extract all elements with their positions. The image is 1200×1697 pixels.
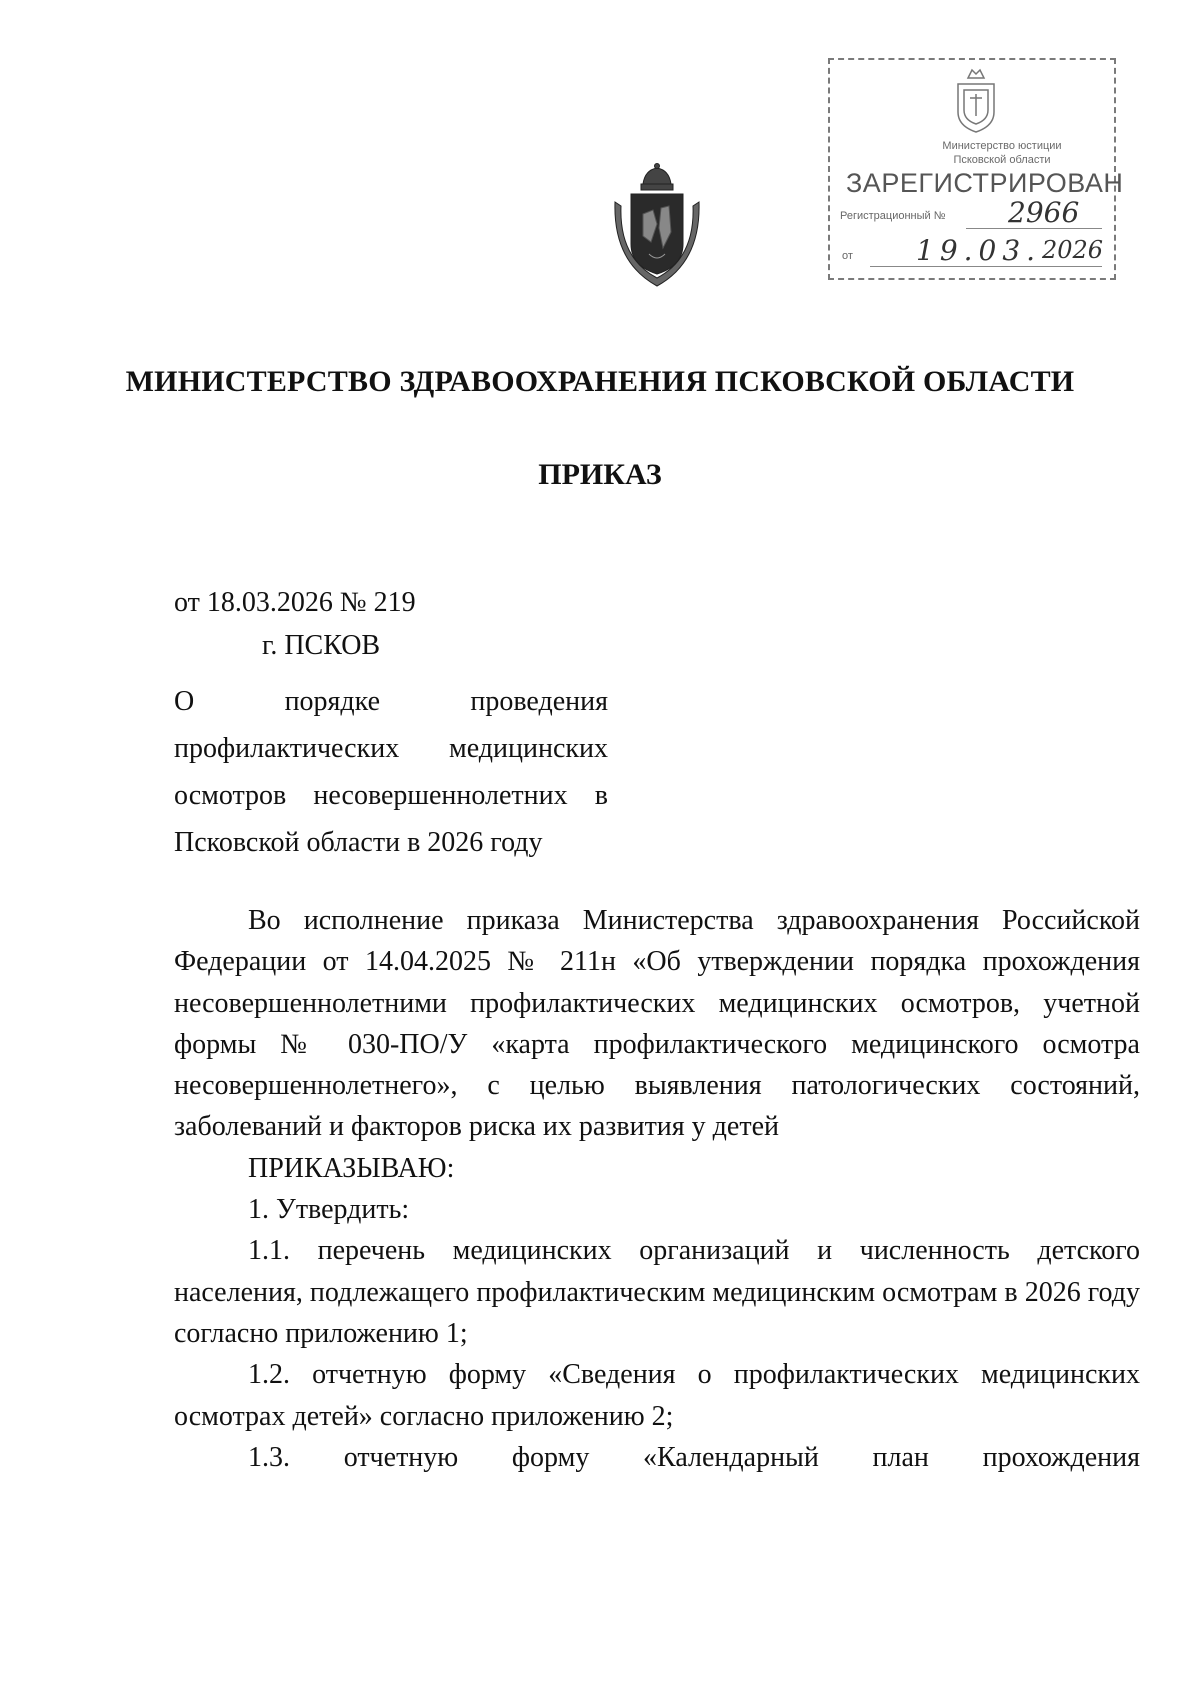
stamp-org-line2: Псковской области bbox=[953, 154, 1051, 166]
order-subject: О порядке проведения профилактических медицинских осмотров несовершеннолетних в Псковской области в 2026 году bbox=[174, 686, 608, 858]
stamp-reg-label: Регистрационный № bbox=[840, 210, 946, 222]
order-city: г. ПСКОВ bbox=[262, 630, 381, 661]
stamp-date-value: 19.03. bbox=[916, 234, 1042, 267]
stamp-year-value: 2026 bbox=[1042, 236, 1104, 264]
item-1: 1. Утвердить: bbox=[248, 1194, 410, 1226]
order-body bbox=[174, 900, 1140, 1478]
stamp-underline bbox=[870, 266, 1102, 267]
stamp-status: ЗАРЕГИСТРИРОВАН bbox=[846, 168, 1124, 198]
coat-of-arms-icon bbox=[609, 162, 705, 292]
ministry-title: МИНИСТЕРСТВО ЗДРАВООХРАНЕНИЯ ПСКОВСКОЙ ОБЛАСТИ bbox=[125, 365, 1075, 398]
item-1-1: 1.1. перечень медицинских организаций и численность детского населения, подлежащего профилактическим медицинским осмотрам в 2026 году согласно приложению 1; bbox=[174, 1235, 1140, 1349]
preamble-paragraph: Во исполнение приказа Министерства здравоохранения Российской Федерации от 14.04.2025 № 211н «Об утверждении порядка прохождения несовершеннолетними профилактических медицинских осмотров, учетной формы № 030-ПО/У «карта профилактического медицинского осмотра несовершеннолетнего», с целью выявления патологических состояний, заболеваний и факторов риска их развития у детей bbox=[174, 905, 1140, 1143]
stamp-underline bbox=[966, 228, 1102, 229]
document-type: ПРИКАЗ bbox=[538, 458, 662, 491]
item-1-3: 1.3. отчетную форму «Календарный план прохождения bbox=[248, 1441, 1140, 1473]
item-1-2: 1.2. отчетную форму «Сведения о профилактических медицинских осмотрах детей» согласно приложению 2; bbox=[174, 1359, 1140, 1432]
stamp-reg-number: 2966 bbox=[1008, 196, 1080, 229]
registration-stamp bbox=[828, 58, 1124, 280]
directive: ПРИКАЗЫВАЮ: bbox=[248, 1152, 455, 1184]
stamp-date-label: от bbox=[842, 250, 853, 262]
stamp-org-line1: Министерство юстиции bbox=[942, 140, 1062, 152]
order-date-number: от 18.03.2026 № 219 bbox=[174, 587, 416, 618]
stamp-emblem-icon bbox=[950, 64, 1002, 136]
